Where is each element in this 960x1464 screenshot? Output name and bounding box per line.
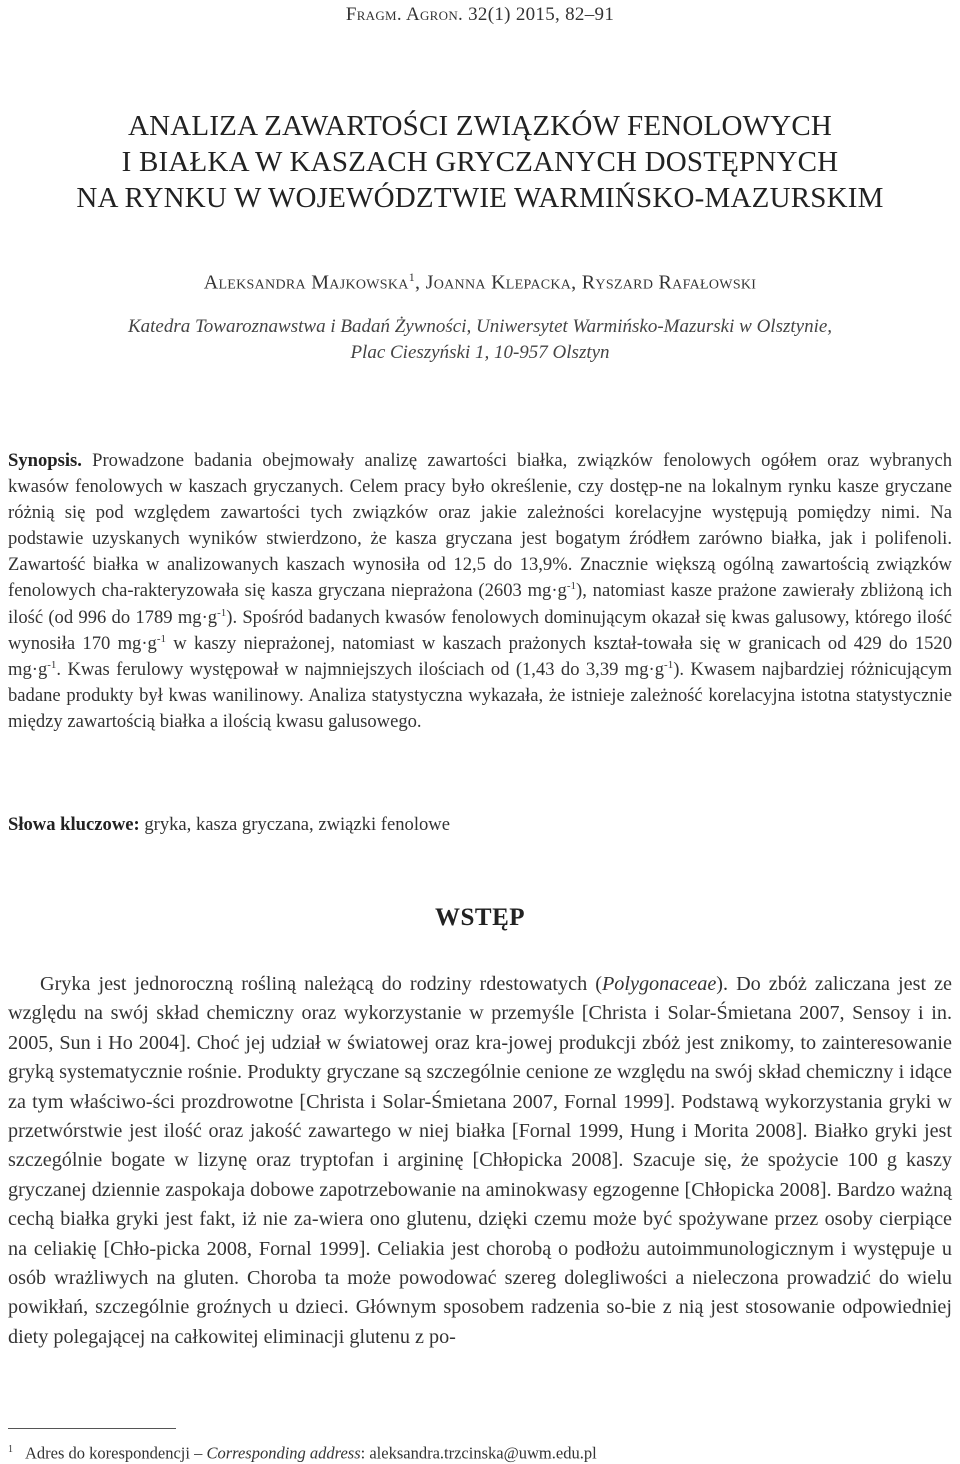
author-list xyxy=(0,270,960,295)
coauthor-names: , Joanna Klepacka, Ryszard Rafałowski xyxy=(415,271,757,294)
synopsis-text: ). Kwasem najbardziej różnicującym badane produkty był kwas wanilinowy. Analiza statystyczna wykazała, że istnieje zależność korelacyjna istotna statystycznie między zawartością białka a ilością kwasu galusowego. xyxy=(8,658,953,732)
latin-name: Polygonaceae xyxy=(601,973,717,995)
intro-paragraph xyxy=(8,970,952,1352)
author-footnote-mark: 1 xyxy=(408,270,416,284)
footnote-mark: 1 xyxy=(8,1444,13,1455)
title-line-3: NA RYNKU W WOJEWÓDZTWIE WARMIŃSKO-MAZURSKIM xyxy=(76,182,884,214)
journal-header: Fragm. Agron. 32(1) 2015, 82–91 xyxy=(345,4,615,25)
synopsis-label: Synopsis. xyxy=(8,450,82,471)
footnote-text: Adres do korespondencji – xyxy=(25,1443,207,1463)
synopsis-text: ), natomiast kasze prażone zawierały zbliżoną ich ilość (od 996 do 1789 mg·g xyxy=(8,580,952,628)
affiliation-line-1: Katedra Towaroznawstwa i Badań Żywności, Uniwersytet Warmińsko-Mazurski w Olsztynie, xyxy=(127,316,833,337)
unit-superscript: -1 xyxy=(664,658,674,671)
affiliation xyxy=(0,314,960,366)
footnote-divider xyxy=(8,1428,176,1429)
synopsis-text: Prowadzone badania obejmowały analizę zawartości białka, związków fenolowych ogółem oraz wybranych kwasów fenolowych w kaszach gryczanych. Celem pracy było określenie, czy dostęp-ne na lokalnym rynku kasze gryczane różnią się pod względem zawartości tych związków oraz jakie zależności korelacyjne występują pomiędzy nimi. Na podstawie uzyskanych wyników stwierdzono, że kasza gryczana jest bogatym źródłem zarówno białka, jak i polifenoli. Zawartość białka w analizowanych kaszach wynosiła od 12,5 do 13,9%. Znacznie większą ogólną zawartością związków fenolowych cha-rakteryzowała się kasza gryczana nieprażona (2603 mg·g xyxy=(8,450,952,602)
title-line-2: I BIAŁKA W KASZACH GRYCZANYCH DOSTĘPNYCH xyxy=(121,146,839,178)
unit-superscript: -1 xyxy=(217,606,227,619)
keywords-text: gryka, kasza gryczana, związki fenolowe xyxy=(139,814,450,835)
title-line-1: ANALIZA ZAWARTOŚCI ZWIĄZKÓW FENOLOWYCH xyxy=(127,110,833,142)
synopsis-abstract xyxy=(8,448,952,735)
footnote-email: : aleksandra.trzcinska@uwm.edu.pl xyxy=(360,1443,597,1463)
author-name: Aleksandra Majkowska xyxy=(203,271,409,294)
keywords xyxy=(8,812,952,838)
synopsis-text: . Kwas ferulowy występował w najmniejszych ilościach od (1,43 do 3,39 mg·g xyxy=(56,658,665,680)
section-heading: WSTĘP xyxy=(434,904,526,931)
footnote-english: Corresponding address xyxy=(206,1443,361,1463)
footnote xyxy=(8,1440,952,1464)
affiliation-line-2: Plac Cieszyński 1, 10-957 Olsztyn xyxy=(350,342,610,363)
synopsis-text: w kaszy nieprażonej, natomiast w kaszach prażonych kształ-towała się w granicach od 429 do 1520 mg·g xyxy=(8,632,953,680)
unit-superscript: -1 xyxy=(156,632,167,645)
synopsis-text: ). Spośród badanych kwasów fenolowych dominującym okazał się kwas galusowy, którego ilość wynosiła 170 mg·g xyxy=(8,606,952,654)
article-title xyxy=(30,108,930,216)
keywords-label: Słowa kluczowe: xyxy=(8,814,140,835)
intro-text: Gryka jest jednoroczną rośliną należącą do rodziny rdestowatych ( xyxy=(40,973,602,995)
unit-superscript: -1 xyxy=(566,580,577,593)
intro-text: ). Do zbóż zaliczana jest ze względu na swój skład chemiczny oraz wykorzystanie w przemyśle [Christa i Solar-Śmietana 2007, Sensoy i in. 2005, Sun i Ho 2004]. Choć jej udział w światowej oraz kra-jowej produkcji zbóż jest znikomy, to zainteresowanie gryką systematycznie rośnie. Produkty gryczane są szczególnie cenione ze względu na swój skład chemiczny i idące za tym właściwo-ści prozdrowotne [Christa i Solar-Śmietana 2007, Fornal 1999]. Podstawą wykorzystania gryki w przetwórstwie jest ilość oraz jakość zawartego w niej białka [Fornal 1999, Hung i Morita 2008]. Białko gryki jest szczególnie bogate w lizynę oraz tryptofan i argininę [Chłopicka 2008]. Szacuje się, że spożycie 100 g kaszy gryczanej dziennie zaspokaja dobowe zapotrzebowanie na aminokwasy egzogenne [Chłopicka 2008]. Bardzo ważną cechą białka gryki jest fakt, iż nie za-wiera ono glutenu, dzięki czemu może być spożywane przez osoby cierpiące na celiakię [Chło-picka 2008, Fornal 1999]. Celiakia jest chorobą o podłożu autoimmunologicznym i występuje u osób wrażliwych na gluten. Choroba ta może powodować szereg dolegliwości a nieleczona prowadzić do wielu powikłań, szczególnie groźnych u dzieci. Głównym sposobem radzenia so-bie z nią jest stosowanie odpowiedniej diety polegającej na całkowitej eliminacji glutenu z po- xyxy=(8,973,952,1348)
unit-superscript: -1 xyxy=(47,658,57,671)
